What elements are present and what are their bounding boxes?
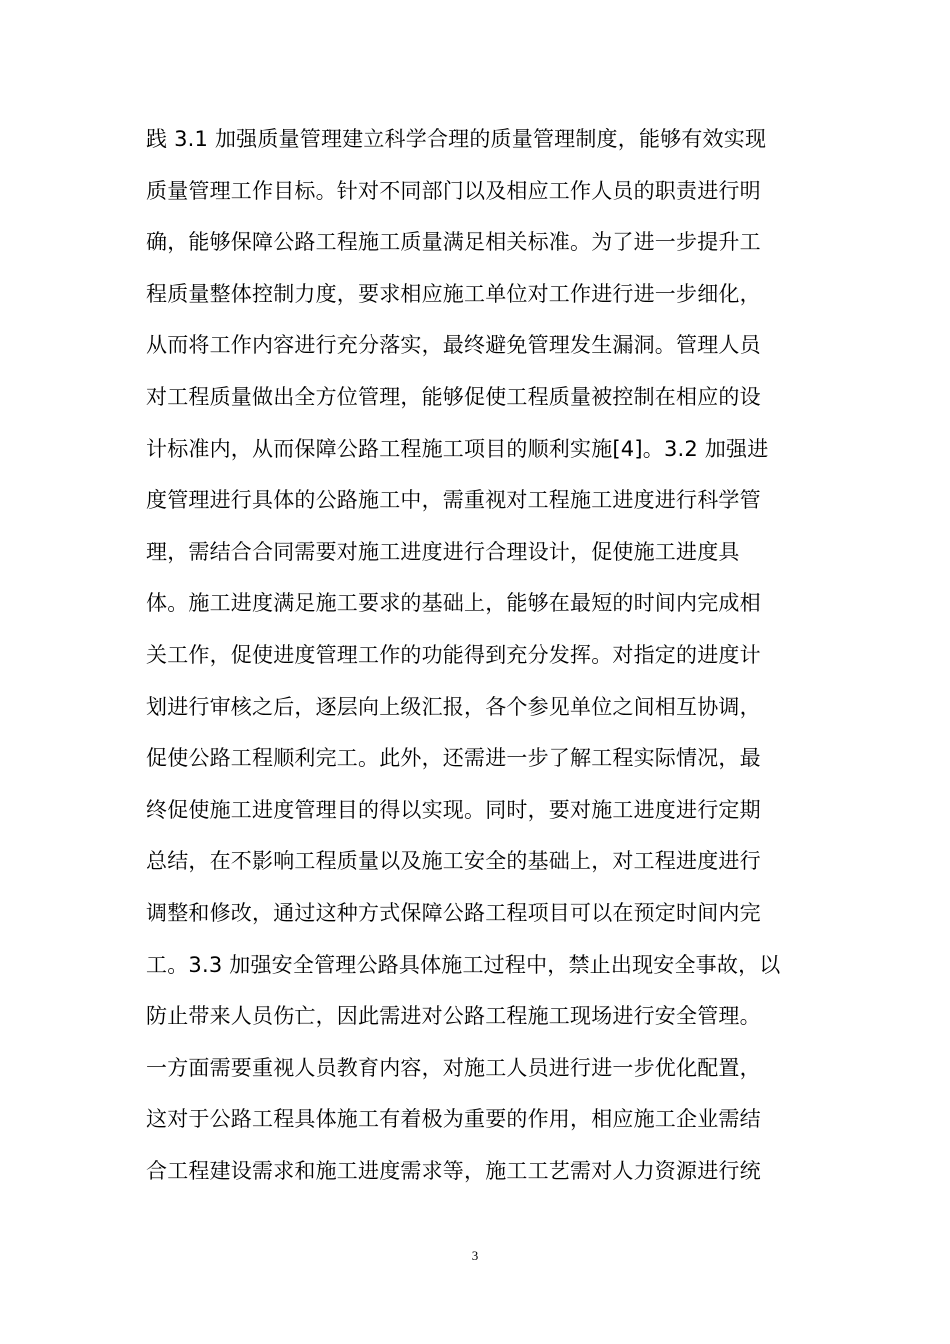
text-line: 计标准内，从而保障公路工程施工项目的顺利实施[4]。3.2 加强进 bbox=[146, 436, 769, 461]
text-line: 度管理进行具体的公路施工中，需重视对工程施工进度进行科学管 bbox=[146, 488, 761, 513]
text-line: 调整和修改，通过这种方式保障公路工程项目可以在预定时间内完 bbox=[146, 900, 761, 925]
body-text bbox=[146, 114, 816, 1197]
text-line: 划进行审核之后，逐层向上级汇报，各个参见单位之间相互协调， bbox=[146, 694, 761, 719]
text-line: 工。3.3 加强安全管理公路具体施工过程中，禁止出现安全事故，以 bbox=[146, 952, 781, 977]
text-line: 确，能够保障公路工程施工质量满足相关标准。为了进一步提升工 bbox=[146, 230, 761, 255]
text-line: 践 3.1 加强质量管理建立科学合理的质量管理制度，能够有效实现 bbox=[146, 127, 767, 151]
text-line: 促使公路工程顺利完工。此外，还需进一步了解工程实际情况，最 bbox=[146, 746, 761, 771]
text-line: 程质量整体控制力度，要求相应施工单位对工作进行进一步细化， bbox=[146, 281, 761, 306]
page-number: 3 bbox=[471, 1248, 479, 1263]
text-line: 这对于公路工程具体施工有着极为重要的作用，相应施工企业需结 bbox=[146, 1107, 761, 1132]
text-line: 体。施工进度满足施工要求的基础上，能够在最短的时间内完成相 bbox=[146, 591, 761, 616]
text-line: 理，需结合合同需要对施工进度进行合理设计，促使施工进度具 bbox=[146, 539, 740, 564]
text-line: 对工程质量做出全方位管理，能够促使工程质量被控制在相应的设 bbox=[146, 384, 761, 409]
text-line: 一方面需要重视人员教育内容，对施工人员进行进一步优化配置， bbox=[146, 1055, 761, 1080]
text-line: 总结，在不影响工程质量以及施工安全的基础上，对工程进度进行 bbox=[146, 849, 761, 874]
text-line: 合工程建设需求和施工进度需求等，施工工艺需对人力资源进行统 bbox=[146, 1158, 761, 1183]
text-line: 终促使施工进度管理目的得以实现。同时，要对施工进度进行定期 bbox=[146, 797, 761, 822]
text-line: 质量管理工作目标。针对不同部门以及相应工作人员的职责进行明 bbox=[146, 178, 761, 203]
text-line: 防止带来人员伤亡，因此需进对公路工程施工现场进行安全管理。 bbox=[146, 1004, 761, 1029]
text-line: 关工作，促使进度管理工作的功能得到充分发挥。对指定的进度计 bbox=[146, 642, 761, 667]
text-line: 从而将工作内容进行充分落实，最终避免管理发生漏洞。管理人员 bbox=[146, 333, 761, 358]
